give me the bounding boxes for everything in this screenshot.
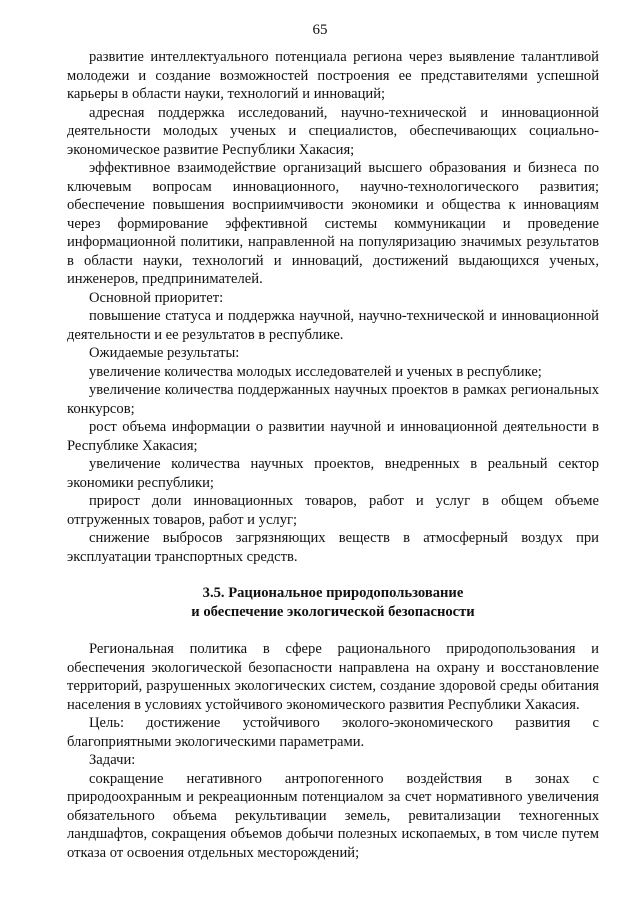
- paragraph: Цель: достижение устойчивого эколого-экономического развития с благоприятными экологическими параметрами.: [67, 715, 599, 750]
- paragraph: сокращение негативного антропогенного воздействия в зонах с природоохранным и рекреационным потенциалом за счет нормативного увеличения обязательного объема рекультивации земель, ревитализации техногенных ландшафтов, сокращения объемов добычи полезных ископаемых, в том числе путем отказа от освоения отдельных месторождений;: [67, 770, 599, 861]
- paragraph: адресная поддержка исследований, научно-технической и инновационной деятельности молодых ученых и специалистов, обеспечивающих социально-экономическое развитие Республики Хакасия;: [67, 104, 599, 158]
- paragraph: увеличение количества молодых исследователей и ученых в республике;: [89, 363, 542, 380]
- paragraph: развитие интеллектуального потенциала региона через выявление талантливой молодежи и создание возможностей построения ее представителями успешной карьеры в области науки, технологий и инноваций;: [67, 49, 599, 102]
- paragraph: увеличение количества научных проектов, внедренных в реальный сектор экономики республики;: [67, 456, 599, 491]
- page-number: 65: [312, 22, 328, 38]
- paragraph: рост объема информации о развитии научной и инновационной деятельности в Республике Хакасия;: [67, 419, 599, 454]
- paragraph: Ожидаемые результаты:: [89, 345, 240, 361]
- paragraph: прирост доли инновационных товаров, работ и услуг в общем объеме отгруженных товаров, работ и услуг;: [67, 493, 599, 528]
- text-block-section: [67, 640, 599, 862]
- paragraph: снижение выбросов загрязняющих веществ в атмосферный воздух при эксплуатации транспортных средств.: [67, 530, 599, 565]
- paragraph: повышение статуса и поддержка научной, научно-технической и инновационной деятельности и ее результатов в республике.: [67, 308, 599, 343]
- paragraph: Основной приоритет:: [89, 289, 224, 306]
- paragraph: увеличение количества поддержанных научных проектов в рамках региональных конкурсов;: [67, 382, 599, 417]
- section-title-line-1: 3.5. Рациональное природопользование: [202, 585, 464, 601]
- paragraph: Региональная политика в сфере рационального природопользования и обеспечения экологической безопасности направлена на охрану и восстановление территорий, разрушенных экологических систем, создание здоровой среды обитания населения в условиях устойчивого экономического развития Республики Хакасия.: [67, 641, 599, 713]
- section-heading: [67, 584, 599, 622]
- text-block-main: [67, 48, 599, 566]
- paragraph: Задачи:: [89, 752, 136, 768]
- paragraph: эффективное взаимодействие организаций высшего образования и бизнеса по ключевым вопросам инновационного, научно-технологического развития; обеспечение повышения восприимчивости экономики и общества к инновациям через формирование эффективной системы коммуникации и проведение информационной политики, направленной на популяризацию значимых результатов в области науки, технологий и инноваций, достижений выдающихся ученых, инженеров, предпринимателей.: [67, 160, 599, 287]
- section-title-line-2: и обеспечение экологической безопасности: [191, 604, 475, 620]
- page-body: [67, 48, 599, 862]
